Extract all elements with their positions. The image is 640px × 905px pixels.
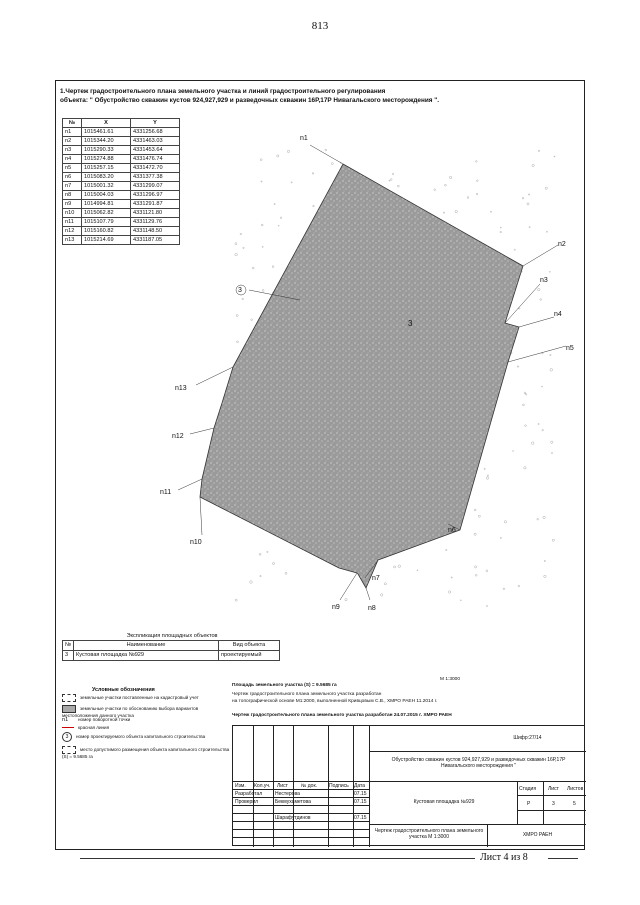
point-label-n7: n7 <box>372 575 380 582</box>
stamp-col-kol: Кол.уч. <box>254 783 271 789</box>
point-label-n9: n9 <box>332 604 340 611</box>
topo-dot <box>235 253 238 256</box>
topo-dot <box>552 539 554 541</box>
title-line-2: объекта: " Обустройство скважин кустов 924,927,929 и разведочных скважин 16Р,17Р Нивагальского месторождения ". <box>60 97 440 104</box>
coords-cell-y: 4331476.74 <box>131 155 180 164</box>
stamp-sheet: 3 <box>552 801 555 807</box>
topo-dot <box>448 591 450 593</box>
coords-cell-y: 4331121.80 <box>131 209 180 218</box>
topo-dot <box>267 551 268 552</box>
topo-dot <box>278 225 279 226</box>
stamp-checker-name: Бекмухаметова <box>275 799 311 805</box>
topo-dot <box>291 182 292 183</box>
point-label-n13: n13 <box>175 385 187 392</box>
coords-cell-point: n3 <box>63 146 82 155</box>
stamp-checker-role: Проверил <box>235 799 259 805</box>
topo-dot <box>540 299 542 301</box>
stamp-project: Обустройство скважин кустов 924,927,929 и разведочных скважин 16Р,17Р Нивагальского месторождения " <box>391 757 566 769</box>
coords-cell-y: 4331296.97 <box>131 191 180 200</box>
point-label-n4: n4 <box>554 311 562 318</box>
topo-dot <box>236 315 238 317</box>
topo-dot <box>522 197 524 199</box>
coords-cell-point: n4 <box>63 155 82 164</box>
topo-dot <box>554 156 555 157</box>
coords-cell-y: 4331299.07 <box>131 182 180 191</box>
coords-cell-x: 1015001.32 <box>82 182 131 191</box>
expl-header-type: Вид объекта <box>219 641 280 651</box>
coords-cell-point: n5 <box>63 164 82 173</box>
topo-dot <box>287 150 289 152</box>
red-line-symbol <box>62 727 74 728</box>
coords-cell-x: 1015107.79 <box>82 218 131 227</box>
coords-cell-y: 4331377.38 <box>131 173 180 182</box>
sheet-counter: Лист 4 из 8 <box>480 852 528 863</box>
topo-dot <box>522 404 524 406</box>
topo-dot <box>504 521 506 523</box>
coords-cell-x: 1015062.82 <box>82 209 131 218</box>
coords-cell-x: 1015083.20 <box>82 173 131 182</box>
stamp-col-izm: Изм. <box>235 783 246 789</box>
stamp-developer-name: Нестерова <box>275 791 300 797</box>
coords-cell-x: 1015344.20 <box>82 137 131 146</box>
stamp-col-list: Лист <box>277 783 288 789</box>
stamp-developer-date: 07.15 <box>354 791 367 797</box>
stamp-stage-header: Стадия <box>519 786 537 792</box>
topo-dot <box>503 588 505 590</box>
coords-cell-x: 1015257.15 <box>82 164 131 173</box>
topo-dot <box>262 290 264 292</box>
coords-cell-x: 1015461.61 <box>82 128 131 137</box>
drawing-scale: М 1:3000 <box>440 677 461 682</box>
topo-dot <box>474 509 476 511</box>
topo-dot <box>544 575 546 577</box>
topo-dot <box>475 574 477 576</box>
stamp-col-date: Дата <box>354 783 366 789</box>
placement-symbol <box>62 746 76 754</box>
basis-note-1: Чертеж градостроительного плана земельного участка разработан <box>232 692 382 697</box>
topo-dot <box>434 189 436 191</box>
topo-dot <box>486 605 487 606</box>
topo-dot <box>542 353 543 354</box>
stamp-drawing: Чертеж градостроительного плана земельного участка М 1:3000 <box>374 828 484 840</box>
legend-item-object-number: 3 номер проектируемого объекта капитального строительства <box>62 732 232 742</box>
topo-dot <box>486 477 488 479</box>
point-label-n12: n12 <box>172 433 184 440</box>
coords-cell-point: n12 <box>63 227 82 236</box>
topo-dot <box>397 185 399 187</box>
explication-row <box>63 651 280 661</box>
topo-dot <box>478 515 480 517</box>
topo-dot <box>280 217 282 219</box>
topo-dot <box>235 243 237 245</box>
topo-dot <box>484 468 485 469</box>
topo-dot <box>537 518 539 520</box>
topo-dot <box>519 308 520 309</box>
topo-dot <box>476 161 478 163</box>
stamp-developer-role: Разработал <box>235 791 263 797</box>
topo-dot <box>546 231 547 232</box>
expl-row-name: Кустовая площадка №929 <box>74 651 219 661</box>
topo-dot <box>538 150 540 152</box>
topo-dot <box>391 179 393 181</box>
topo-dot <box>455 210 457 212</box>
stamp-object: Кустовая площадка №929 <box>413 799 475 805</box>
topo-dot <box>261 181 262 182</box>
zone-callout-label: 3 <box>238 287 242 294</box>
legend-item-point: n1 номер поворотной точки <box>62 717 131 723</box>
topo-dot <box>487 475 488 476</box>
title-block <box>232 725 585 846</box>
topo-dot <box>250 581 253 584</box>
topo-dot <box>460 600 461 601</box>
topo-dot <box>237 341 239 343</box>
object-number-symbol: 3 <box>62 732 72 742</box>
topo-dot <box>490 211 491 212</box>
topo-dot <box>251 319 253 321</box>
topo-dot <box>545 187 547 189</box>
topo-dot <box>380 594 382 596</box>
topo-dot <box>260 159 262 161</box>
expl-header-name: Наименование <box>74 641 219 651</box>
point-label-n10: n10 <box>190 539 202 546</box>
topo-dot <box>446 549 447 550</box>
topo-dot <box>277 155 279 157</box>
coords-header-y: Y <box>131 119 180 128</box>
coords-header-x: X <box>82 119 131 128</box>
topo-dot <box>240 233 241 234</box>
topo-dot <box>549 271 550 272</box>
topo-dot <box>243 247 244 248</box>
explication-header-row <box>63 641 280 651</box>
coords-cell-x: 1015160.82 <box>82 227 131 236</box>
coords-cell-x: 1015274.88 <box>82 155 131 164</box>
point-number-symbol: n1 <box>62 717 69 723</box>
topo-dot <box>550 354 551 355</box>
coords-cell-point: n2 <box>63 137 82 146</box>
coords-cell-y: 4331472.70 <box>131 164 180 173</box>
topo-dot <box>524 467 526 469</box>
topo-dot <box>542 429 544 431</box>
coords-cell-point: n9 <box>63 200 82 209</box>
coords-cell-point: n6 <box>63 173 82 182</box>
topo-dot <box>551 441 553 443</box>
coords-cell-y: 4331187.05 <box>131 236 180 245</box>
topo-dot <box>531 442 534 445</box>
topo-dot <box>512 450 513 451</box>
topo-dot <box>274 203 275 204</box>
stamp-third-name: Шарафутдинов <box>275 815 311 821</box>
coords-cell-point: n1 <box>63 128 82 137</box>
topo-dot <box>525 425 527 427</box>
legend-item-cadastral: земельные участки поставленные на кадастровый учет <box>62 694 232 702</box>
topo-dot <box>417 570 418 571</box>
coords-cell-y: 4331148.50 <box>131 227 180 236</box>
point-label-n1: n1 <box>300 135 308 142</box>
basis-note-2: на топографической основе М1:2000, выполненной Кривцовым С.В., ХМРО РАЕН 11.2014 г. <box>232 699 438 704</box>
topo-dot <box>550 369 553 372</box>
topo-dot <box>261 224 263 226</box>
topo-dot <box>235 599 237 601</box>
land-plot-polygon <box>200 164 523 588</box>
coords-header-no: № <box>63 119 82 128</box>
stamp-third-date: 07.15 <box>354 815 367 821</box>
legend-item-red-line: красная линия <box>62 725 232 730</box>
topo-dot <box>529 227 530 228</box>
coords-cell-point: n10 <box>63 209 82 218</box>
coords-cell-x: 1015290.33 <box>82 146 131 155</box>
topo-dot <box>443 212 444 213</box>
expl-header-no: № <box>63 641 74 651</box>
topo-dot <box>449 176 451 178</box>
topo-dot <box>538 423 539 424</box>
topo-dot <box>476 180 478 182</box>
topo-dot <box>389 180 390 181</box>
footer-rule-right <box>548 858 578 859</box>
topo-dot <box>392 173 393 174</box>
topo-dot <box>551 452 552 453</box>
coords-cell-x: 1014994.81 <box>82 200 131 209</box>
footer-rule-left <box>80 858 475 859</box>
topo-dot <box>345 598 347 600</box>
coords-cell-y: 4331453.64 <box>131 146 180 155</box>
expl-row-no: 3 <box>63 651 74 661</box>
topo-dot <box>500 537 501 538</box>
point-label-n3: n3 <box>540 277 548 284</box>
explication-table <box>62 640 280 661</box>
topo-dot <box>394 566 396 568</box>
selection-plot-symbol <box>62 705 76 713</box>
topo-dot <box>445 184 447 186</box>
point-label-n8: n8 <box>368 605 376 612</box>
page-number: 813 <box>311 20 329 32</box>
point-label-n6: n6 <box>448 527 456 534</box>
topo-dot <box>259 553 261 555</box>
explication-caption: Экспликация площадных объектов <box>126 633 218 639</box>
stamp-stage: Р <box>527 801 531 807</box>
stamp-org: ХМРО РАЕН <box>522 832 553 838</box>
coords-cell-x: 1015004.03 <box>82 191 131 200</box>
topo-dot <box>538 288 540 290</box>
stamp-col-sign: Подпись <box>329 783 349 789</box>
topo-dot <box>532 164 534 166</box>
stamp-col-doc: № док. <box>301 783 318 789</box>
topo-dot <box>451 577 452 578</box>
topo-dot <box>526 394 527 395</box>
topo-dot <box>252 267 254 269</box>
author-note: Чертеж градостроительного плана земельного участка разработан 24.07.2015 г. ХМРО РАЕН <box>232 713 452 718</box>
legend-title: Условные обозначения <box>92 687 155 693</box>
coords-cell-y: 4331129.76 <box>131 218 180 227</box>
coords-cell-point: n8 <box>63 191 82 200</box>
topo-dot <box>514 249 515 250</box>
stamp-checker-date: 07.15 <box>354 799 367 805</box>
coords-cell-y: 4331463.03 <box>131 137 180 146</box>
expl-row-type: проектируемый <box>219 651 280 661</box>
stamp-sheets-header: Листов <box>567 786 584 792</box>
topo-dot <box>272 562 274 564</box>
topo-dot <box>524 392 526 394</box>
topo-dot <box>527 203 529 205</box>
coords-cell-y: 4331256.68 <box>131 128 180 137</box>
topo-dot <box>476 193 478 195</box>
coords-cell-point: n7 <box>63 182 82 191</box>
topo-dot <box>331 163 333 165</box>
coords-cell-point: n13 <box>63 236 82 245</box>
point-label-n11: n11 <box>160 489 172 496</box>
point-label-n5: n5 <box>566 345 574 352</box>
topo-dot <box>475 566 477 568</box>
topo-dot <box>242 298 244 300</box>
topo-dot <box>325 149 327 151</box>
topo-dot <box>312 173 314 175</box>
zone-number-label: 3 <box>408 319 413 328</box>
area-note: Площадь земельного участка (S) = 9.5685 га <box>232 683 337 688</box>
topo-dot <box>467 197 469 199</box>
cadastral-plot-symbol <box>62 694 76 702</box>
topo-dot <box>486 570 488 572</box>
stamp-sheet-header: Лист <box>548 786 559 792</box>
title-line-1: 1.Чертеж градостроительного плана земельного участка и линий градостроительного регулирования <box>60 88 386 95</box>
topo-dot <box>528 194 529 195</box>
stamp-cipher: Шифр:27/14 <box>513 735 542 741</box>
legend-item-placement: место допустимого размещения объекта капитального строительства (S) = 9.5685 га <box>62 747 230 759</box>
topo-dot <box>285 572 287 574</box>
topo-dot <box>517 366 518 367</box>
topo-dot <box>541 386 542 387</box>
topo-dot <box>543 516 545 518</box>
legend-item-selection: земельные участки по обоснованию выбора вариантов местоположения данного участка <box>62 706 199 718</box>
topo-dot <box>474 533 476 535</box>
topo-dot <box>272 266 274 268</box>
topo-dot <box>500 231 502 233</box>
topo-dot <box>260 575 261 576</box>
point-label-n2: n2 <box>558 241 566 248</box>
coords-cell-x: 1015214.69 <box>82 236 131 245</box>
topo-dot <box>398 565 401 568</box>
topo-dot <box>384 583 386 585</box>
topo-dot <box>262 246 263 247</box>
topo-dot <box>500 227 501 228</box>
coords-cell-point: n11 <box>63 218 82 227</box>
coords-cell-y: 4331291.87 <box>131 200 180 209</box>
topo-dot <box>518 585 520 587</box>
topo-dot <box>544 560 545 561</box>
stamp-sheets: 5 <box>573 801 576 807</box>
topo-dot <box>313 205 315 207</box>
